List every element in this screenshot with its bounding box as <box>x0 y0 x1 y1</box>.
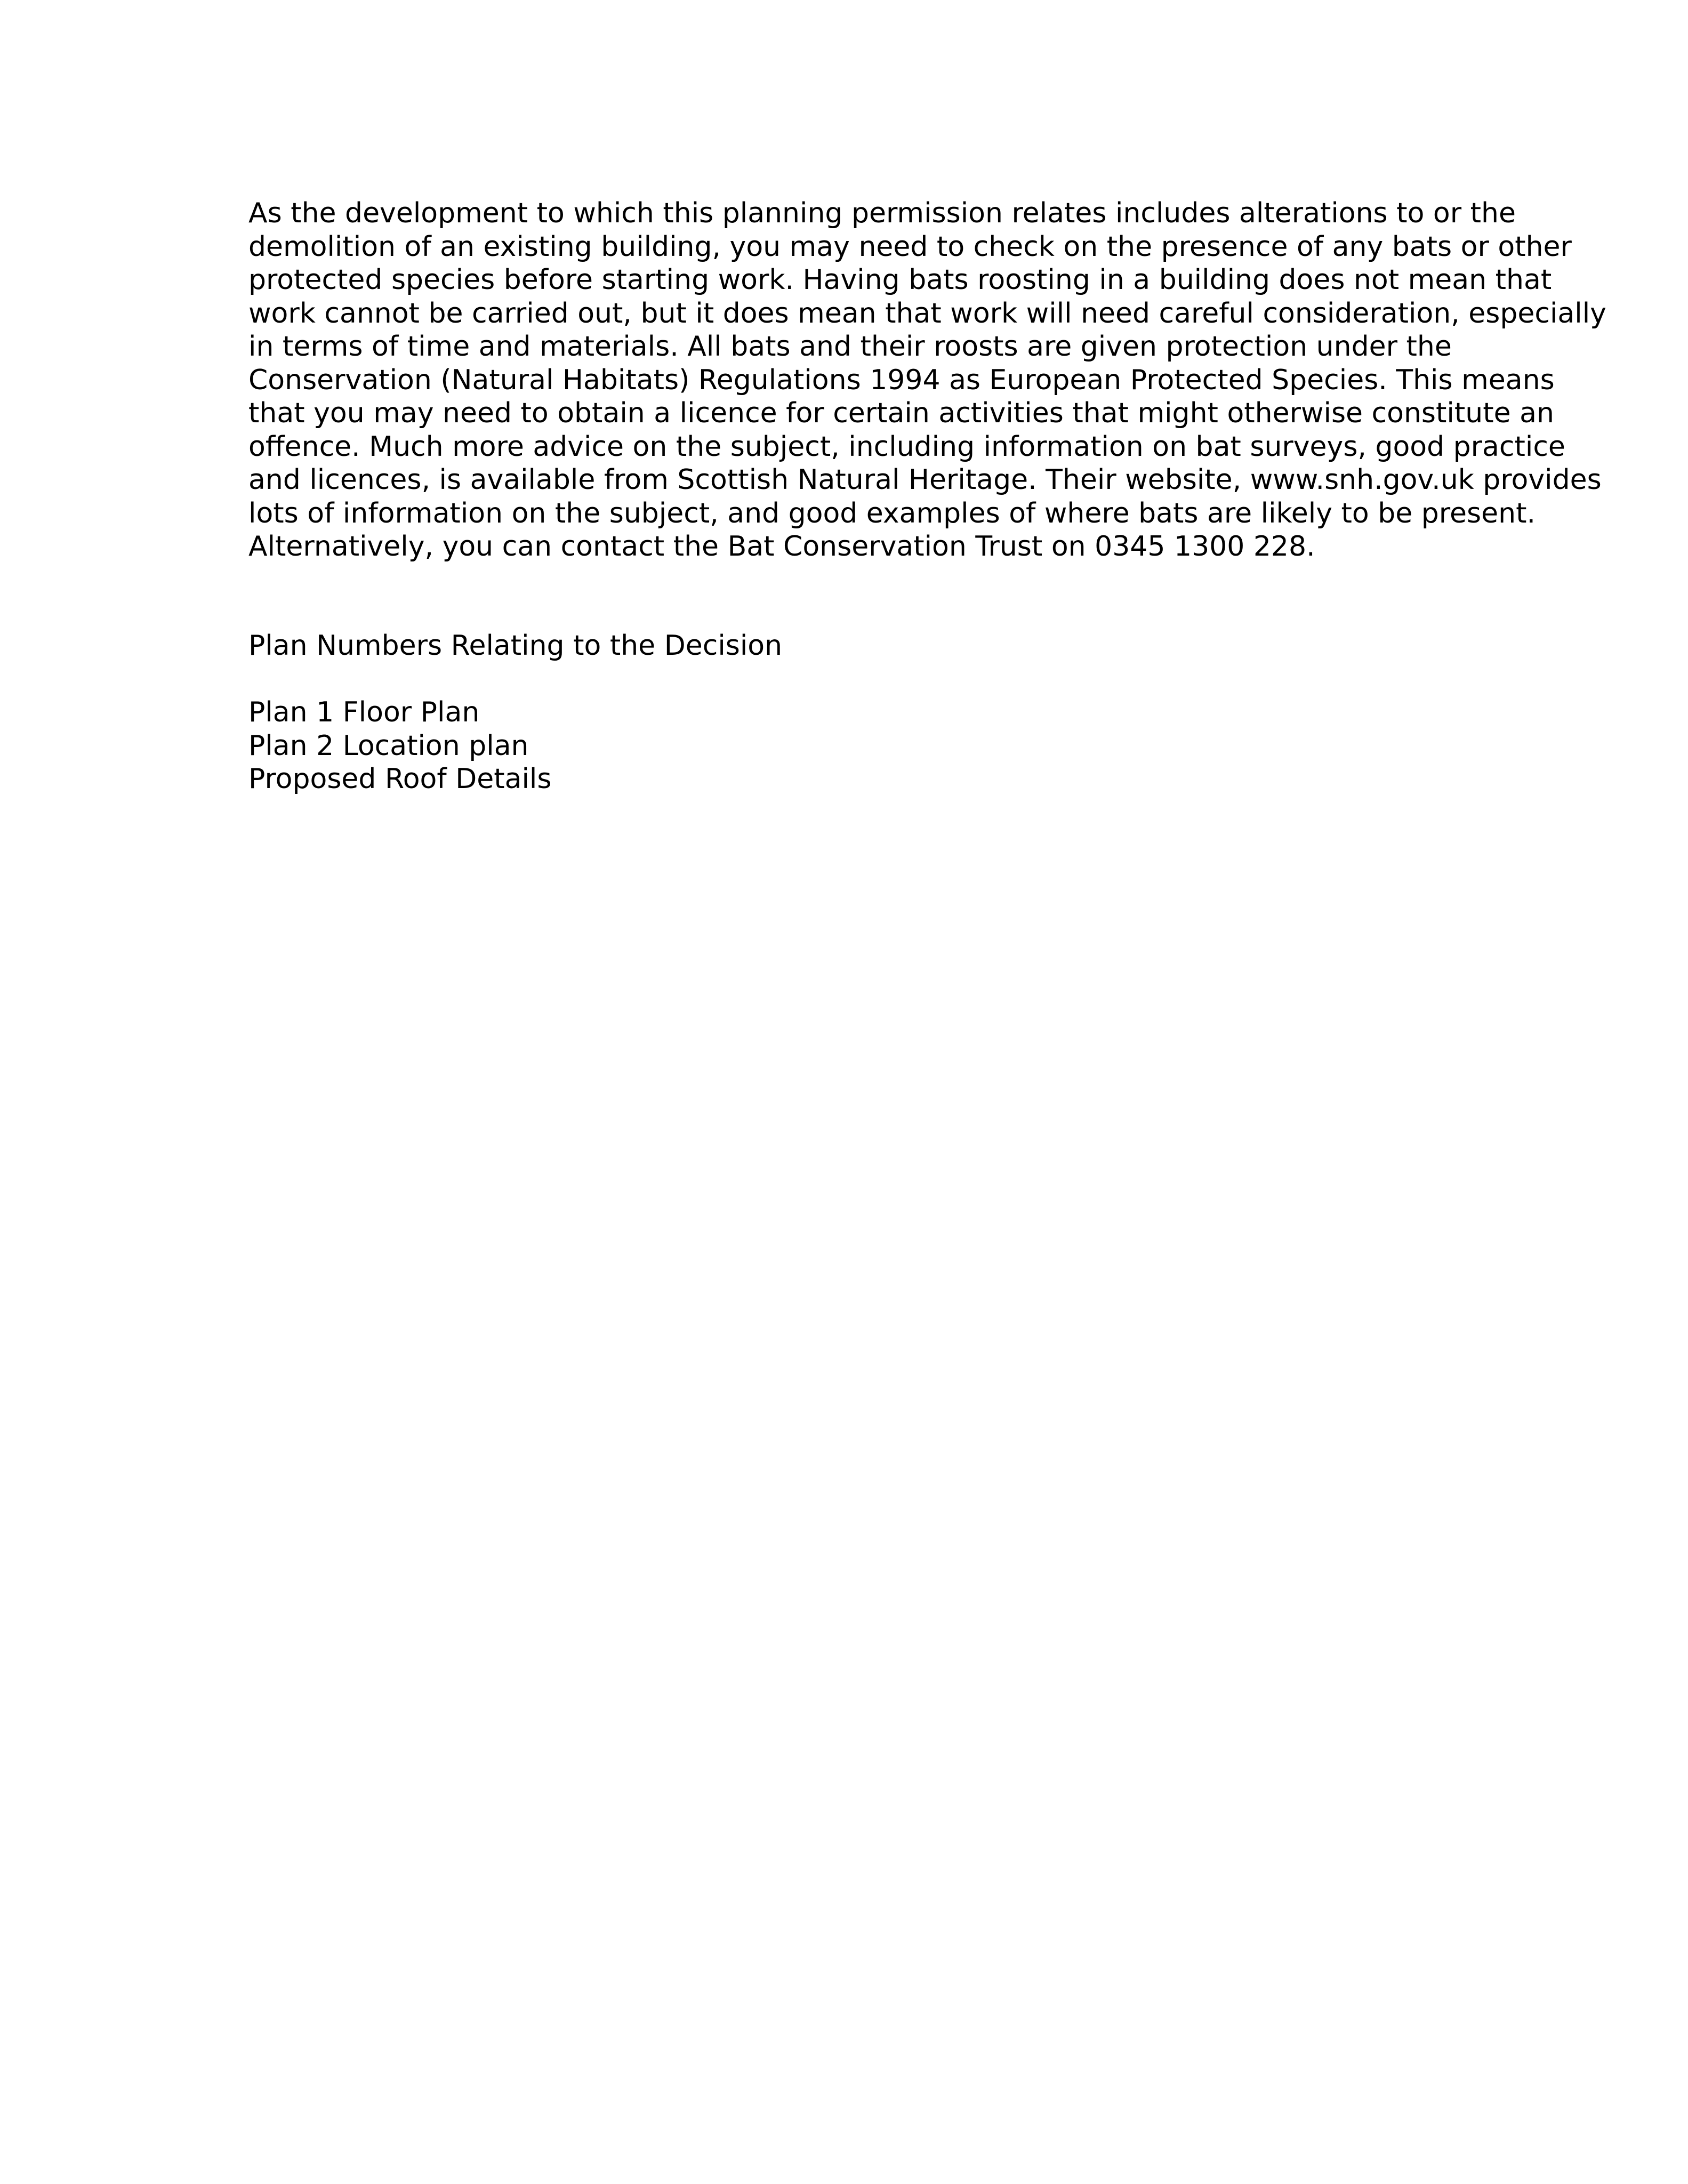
bat-protection-paragraph <box>248 197 1606 564</box>
plan-item-location-plan: Plan 2 Location plan <box>248 729 529 762</box>
paragraph-line: work cannot be carried out, but it does mean that work will need careful consideration, especially <box>248 297 1606 330</box>
plan-item-floor-plan: Plan 1 Floor Plan <box>248 696 480 728</box>
plan-numbers-heading: Plan Numbers Relating to the Decision <box>248 630 783 662</box>
paragraph-line: offence. Much more advice on the subject, including information on bat surveys, good practice <box>248 430 1565 463</box>
paragraph-line: and licences, is available from Scottish Natural Heritage. Their website, www.snh.gov.uk provides <box>248 464 1602 496</box>
paragraph-line: lots of information on the subject, and good examples of where bats are likely to be present. <box>248 497 1536 529</box>
paragraph-line: that you may need to obtain a licence for certain activities that might otherwise constitute an <box>248 397 1554 429</box>
paragraph-line: Alternatively, you can contact the Bat Conservation Trust on 0345 1300 228. <box>248 531 1315 563</box>
paragraph-line: demolition of an existing building, you may need to check on the presence of any bats or other <box>248 230 1572 263</box>
plan-item-roof-details: Proposed Roof Details <box>248 763 552 795</box>
paragraph-line: Conservation (Natural Habitats) Regulations 1994 as European Protected Species. This means <box>248 364 1555 396</box>
plan-list <box>248 696 1453 796</box>
paragraph-line: protected species before starting work. Having bats roosting in a building does not mean that <box>248 264 1552 296</box>
paragraph-line: in terms of time and materials. All bats and their roosts are given protection under the <box>248 331 1452 363</box>
paragraph-line: As the development to which this planning permission relates includes alterations to or the <box>248 197 1516 229</box>
